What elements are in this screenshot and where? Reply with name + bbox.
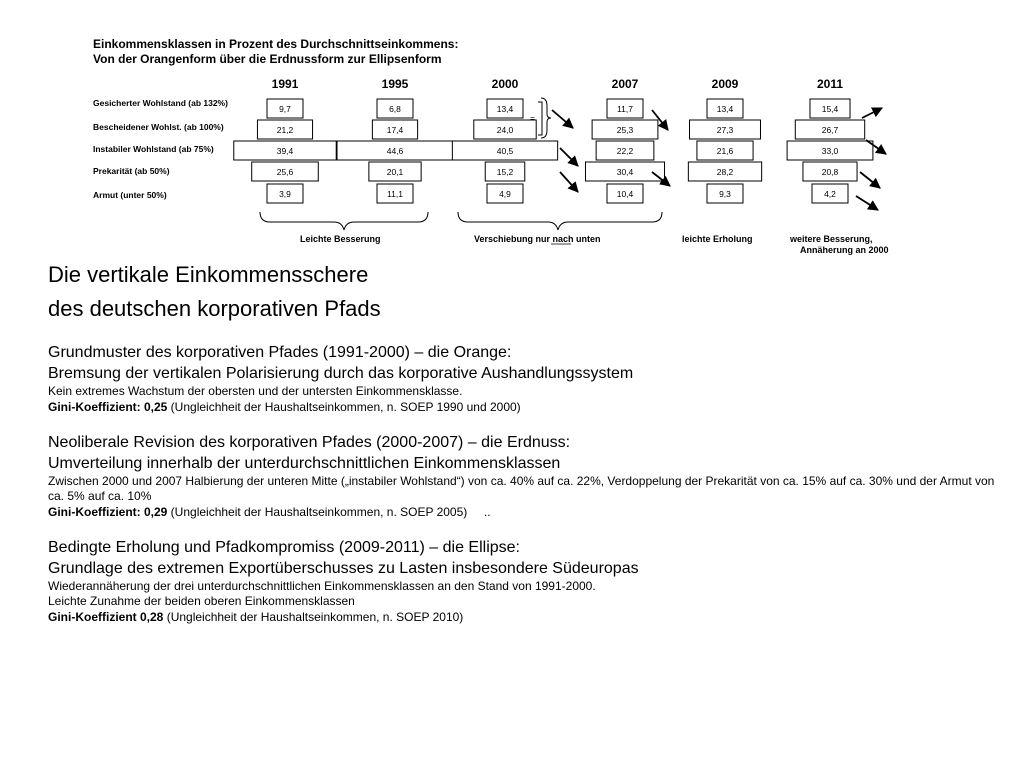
arrow-top-2000 xyxy=(552,110,573,128)
category-label: Prekarität (ab 50%) xyxy=(93,166,170,176)
bar-value-label: 17,4 xyxy=(386,125,404,135)
arrow-2011-c xyxy=(860,172,880,188)
main-heading-line2: des deutschen korporativen Pfads xyxy=(48,296,381,321)
group-label-5: Annäherung an 2000 xyxy=(800,245,889,255)
gini-line xyxy=(48,609,1008,626)
bar-value-label: 27,3 xyxy=(716,125,734,135)
bar-value-label: 30,4 xyxy=(616,167,634,177)
brace-1991-1995 xyxy=(260,212,428,230)
bar-value-label: 10,4 xyxy=(616,189,634,199)
group-label-4: weitere Besserung, xyxy=(790,234,873,244)
bar-value-label: 44,6 xyxy=(386,146,404,156)
chart-title-line2: Von der Orangenform über die Erdnussform zur Ellipsenform xyxy=(93,52,442,66)
gini-detail: (Ungleichheit der Haushaltseinkommen, n. SOEP 2005) .. xyxy=(167,505,491,519)
bar-value-label: 20,1 xyxy=(386,167,404,177)
group-label-3: leichte Erholung xyxy=(682,234,753,244)
bar-value-label: 11,1 xyxy=(387,189,403,199)
bar-value-label: 13,4 xyxy=(716,104,734,114)
year-label: 2011 xyxy=(816,77,844,91)
year-label: 1995 xyxy=(381,77,409,91)
arrow-2011-d xyxy=(856,196,878,210)
gini-line xyxy=(48,399,1008,416)
section-subtitle: Bremsung der vertikalen Polarisierung durch das korporative Aushandlungssystem xyxy=(48,365,634,382)
category-label: Instabiler Wohlstand (ab 75%) xyxy=(93,144,214,154)
arrow-mid-2000 xyxy=(560,148,578,166)
gini-detail: (Ungleichheit der Haushaltseinkommen, n. SOEP 1990 und 2000) xyxy=(167,400,521,414)
brace-2000-2007 xyxy=(458,212,662,230)
bar-value-label: 21,6 xyxy=(716,146,734,156)
bar-value-label: 39,4 xyxy=(276,146,294,156)
gini-line xyxy=(48,504,1008,521)
bar-value-label: 3,9 xyxy=(279,189,291,199)
bar-value-label: 33,0 xyxy=(821,146,839,156)
year-label: 1991 xyxy=(271,77,299,91)
arrow-2011-a xyxy=(862,108,882,118)
income-class-chart xyxy=(0,0,1024,260)
section-body-2: Leichte Zunahme der beiden oberen Einkommensklassen xyxy=(48,594,355,608)
gini-label: Gini-Koeffizient: 0,25 xyxy=(48,400,168,414)
section-subtitle: Grundlage des extremen Exportüberschusses zu Lasten insbesondere Südeuropas xyxy=(48,560,639,577)
bar-value-label: 40,5 xyxy=(496,146,514,156)
bar-value-label: 9,3 xyxy=(719,189,731,199)
section-title: Neoliberale Revision des korporativen Pfades (2000-2007) – die Erdnuss: xyxy=(48,434,571,451)
bar-value-label: 13,4 xyxy=(496,104,514,114)
group-label-2: Verschiebung nur nach unten xyxy=(474,234,601,244)
text-section xyxy=(48,258,1008,626)
category-label: Bescheidener Wohlst. (ab 100%) xyxy=(93,122,224,132)
equals-sign: = xyxy=(530,113,535,123)
category-label: Gesicherter Wohlstand (ab 132%) xyxy=(93,98,228,108)
bar-value-label: 4,2 xyxy=(824,189,836,199)
section-body: Wiederannäherung der drei unterdurchschnittlichen Einkommensklassen an den Stand von 1991-2000. xyxy=(48,579,596,593)
section-title: Bedingte Erholung und Pfadkompromiss (2009-2011) – die Ellipse: xyxy=(48,539,520,556)
bar-value-label: 26,7 xyxy=(821,125,839,135)
year-label: 2000 xyxy=(491,77,519,91)
bar-value-label: 9,7 xyxy=(279,104,291,114)
section-subtitle: Umverteilung innerhalb der unterdurchschnittlichen Einkommensklassen xyxy=(48,455,561,472)
bar-value-label: 15,2 xyxy=(496,167,514,177)
bar-value-label: 21,2 xyxy=(276,125,294,135)
bar-value-label: 24,0 xyxy=(496,125,514,135)
bar-value-label: 28,2 xyxy=(716,167,734,177)
bar-value-label: 6,8 xyxy=(389,104,401,114)
gini-label: Gini-Koeffizient 0,28 xyxy=(48,610,164,624)
category-label: Armut (unter 50%) xyxy=(93,190,167,200)
arrow-low-2000 xyxy=(560,172,578,192)
bar-value-label: 4,9 xyxy=(499,189,511,199)
section-ellipse xyxy=(48,537,1008,626)
group-label-1: Leichte Besserung xyxy=(300,234,381,244)
year-label: 2009 xyxy=(711,77,739,91)
bar-value-label: 25,6 xyxy=(276,167,294,177)
bar-value-label: 20,8 xyxy=(821,167,839,177)
gini-detail: (Ungleichheit der Haushaltseinkommen, n. SOEP 2010) xyxy=(163,610,464,624)
bar-value-label: 11,7 xyxy=(617,104,633,114)
section-orange xyxy=(48,342,1008,416)
section-title: Grundmuster des korporativen Pfades (1991-2000) – die Orange: xyxy=(48,344,512,361)
year-label: 2007 xyxy=(611,77,639,91)
bar-value-label: 15,4 xyxy=(821,104,839,114)
gini-label: Gini-Koeffizient: 0,29 xyxy=(48,505,168,519)
bracket-mark xyxy=(538,102,542,135)
bar-value-label: 22,2 xyxy=(616,146,634,156)
section-peanut xyxy=(48,432,1008,521)
section-body: Zwischen 2000 und 2007 Halbierung der unteren Mitte („instabiler Wohlstand“) von ca. 40% auf ca. 22%, Verdoppelung der Prekarität von ca. 15% auf ca. 30% und der Armut von ca. 5% auf ca. 10% xyxy=(48,474,995,503)
main-heading-line1: Die vertikale Einkommensschere xyxy=(48,262,369,287)
section-body: Kein extremes Wachstum der obersten und der untersten Einkommensklasse. xyxy=(48,384,463,398)
bar-value-label: 25,3 xyxy=(616,125,634,135)
chart-title-line1: Einkommensklassen in Prozent des Durchschnittseinkommens: xyxy=(93,37,459,51)
